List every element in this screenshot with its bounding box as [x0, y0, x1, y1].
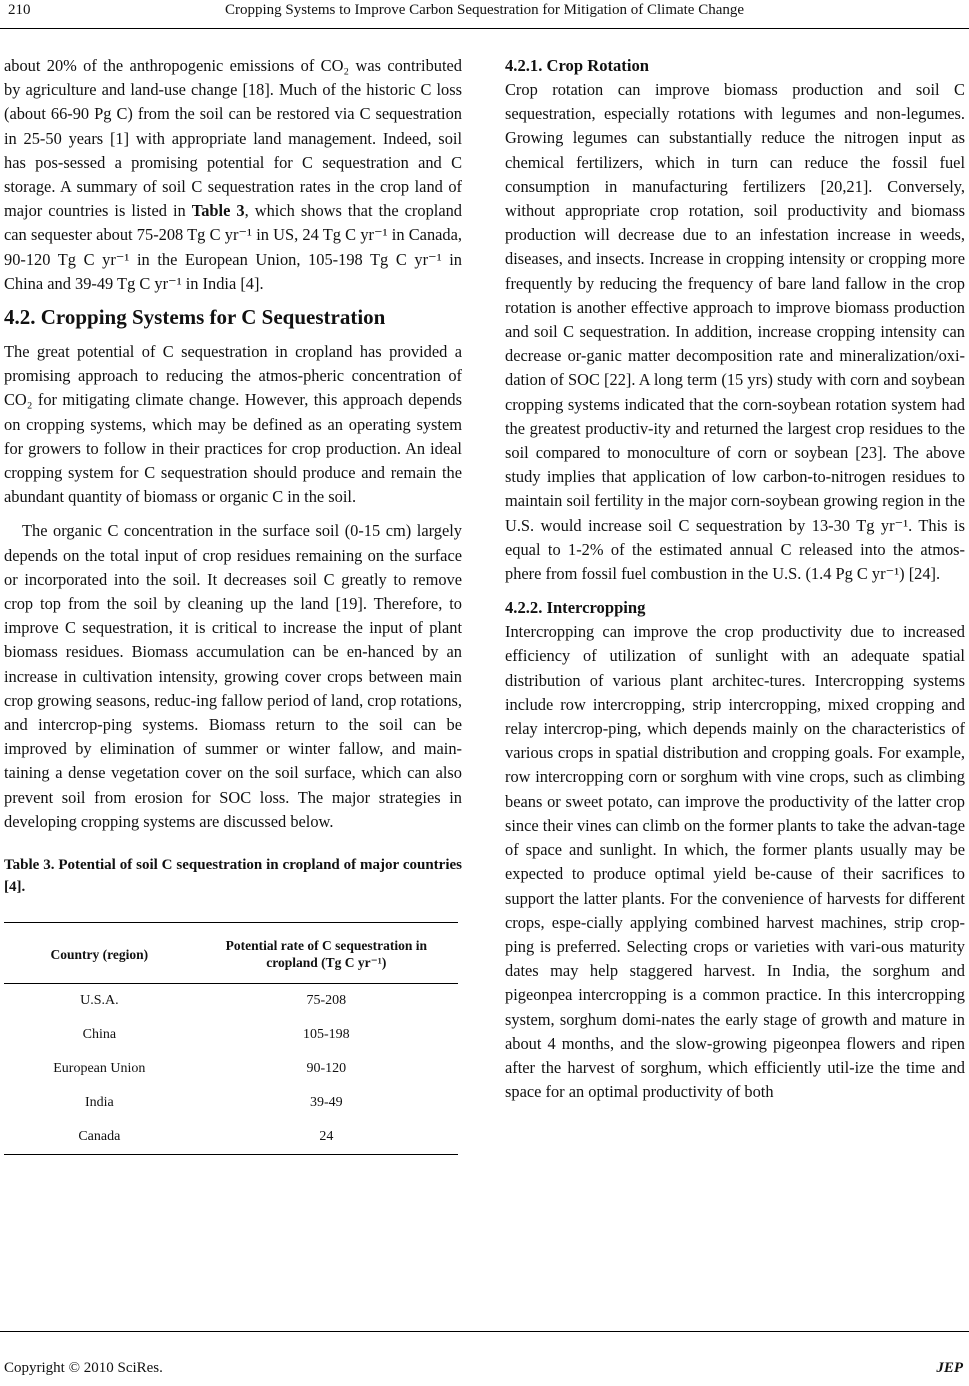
cell-country: India: [84, 1095, 114, 1111]
page-header: [0, 0, 969, 28]
table-row: [4, 1018, 458, 1052]
intro-text: about 20% of the anthropogenic emissions of CO₂ was contributed by agriculture and land-use change [18]. Much of the historic C loss (about 66-90 Pg C) from the soil can be restored via C sequestration in 25-50 years [1] with appropriate land management. Indeed, soil has pos-sessed a promising potential for C sequestration and C storage. A summary of soil C sequestration rates in the crop land of major countries is listed in: [4, 56, 462, 221]
sequestration-table: [4, 922, 458, 1155]
running-title: Cropping Systems to Improve Carbon Sequestration for Mitigation of Climate Change: [224, 2, 745, 18]
section-heading: 4.2. Cropping Systems for C Sequestration: [4, 305, 386, 330]
paragraph-intercropping: Intercropping can improve the crop productivity due to increased efficiency of utilization of sunlight with an adequate spatial distribution of various plant architec-tures. Intercropping systems include row intercropping, strip intercropping, mixed cropping and relay intercrop-ping, which depends mainly on the characteristics of various crops in spatial distribution and cropping goals. For example, row intercropping corn or sorghum with vine crops, such as climbing beans or sweet potato, can improve the productivity of the latter crop since their vines can climb on the former plants to take the advan-tage of space and sunlight. In which, the former plants usually may be expected to produce optimal yield be-cause of their sacrifices to support the latter plants. For the convenience of harvests for different crops, espe-cially applying combined harvest machines, strip crop-ping is preferred. Selecting crops or varieties with vari-ous maturity dates may help staggered harvest. In India, the sorghum and pigeonpea intercropping is a common practice. In this intercropping system, sorghum domi-nates the early stage of growth and mature in about 4 months, and the slow-growing pigeonpea flowers and ripen after the harvest of sorghum, which efficiently util-ize the time and space for an optimal productivity of both: [505, 622, 965, 1102]
subsection-heading-intercropping: 4.2.2. Intercropping: [505, 598, 646, 618]
paragraph-cropping-systems: The great potential of C sequestration in cropland has provided a promising approach to reducing the atmos-pheric concentration of CO₂ for mitigating climate change. However, this approach depends on cropping systems, which may be defined as an operating system for growers to follow in their practices for crop production. An ideal cropping system for C sequestration should produce and remain the abundant quantity of biomass or organic C in the soil.: [4, 342, 462, 507]
table-reference: Table 3: [191, 201, 245, 221]
paragraph-organic-c: The organic C concentration in the surface soil (0-15 cm) largely depends on the total input of crop residues remaining on the surface or incorporated into the soil. It decreases soil C greatly to remove crop top from the soil by cleaning up the land [19]. Therefore, to improve C sequestration, it is critical to increase the input of plant biomass residues. Biomass accumulation can be en-hanced by an increase in cultivation intensity, growing cover crops between main crop growing seasons, reduc-ing fallow period of land, crop rotations, and intercrop-ping systems. Biomass return to the soil can be improved by elimination of summer or winter fallow, and main-taining a dense vegetation cover on the soil surface, which can also prevent soil from erosion for SOC loss. The major strategies in developing cropping systems are discussed below.: [4, 521, 462, 831]
intro-text-end: , which shows that the cropland can sequester about 75-208 Tg C yr⁻¹ in US, 24 Tg C yr⁻¹ in Canada, 90-120 Tg C yr⁻¹ in the European Union, 105-198 Tg C yr⁻¹ in China and 39-49 Tg C yr⁻¹ in India [4].: [4, 201, 462, 293]
cell-rate: 105-198: [303, 1027, 350, 1043]
table-row: [4, 1086, 458, 1120]
cell-country: Canada: [4, 1120, 195, 1155]
cell-rate: 39-49: [310, 1095, 343, 1111]
left-column: [4, 54, 462, 1155]
table-caption: Table 3. Potential of soil C sequestration in cropland of major countries [4].: [4, 857, 462, 896]
footer-rule: [0, 1331, 969, 1332]
cell-rate: 90-120: [306, 1061, 347, 1077]
intro-paragraph: [4, 54, 462, 296]
right-column: [505, 54, 965, 1104]
paragraph-crop-rotation: Crop rotation can improve biomass production and soil C sequestration, especially rotations with legumes and non-legumes. Growing legumes can substantially reduce the nitrogen input as chemical fertilizers, which in turn can reduce the fossil fuel consumption in manufacturing fertilizers [20,21]. Conversely, without appropriate crop rotation, soil productivity and biomass production will decrease due to an infestation increase in weeds, diseases, and insects. Increase in cropping intensity or cropping more frequently by reducing the frequency of bare land fallow in the crop rotation is another effective approach to improve biomass production and soil C sequestration. In addition, increase cropping intensity can decrease or-ganic matter decomposition rate and mineralization/oxi-dation of SOC [22]. A long term (15 yrs) study with corn and soybean cropping systems indicated that the corn-soybean rotation system had the greatest productiv-ity and returned the largest crop residues to the soil compared to monoculture of corn or soybean [23]. The above study implies that application of low carbon-to-nitrogen residues to maintain soil fertility in the major corn-soybean growing region in the U.S. would increase soil C sequestration by 13-30 Tg yr⁻¹. This is equal to 1-2% of the estimated annual C released into the atmos-phere from fossil fuel combustion in the U.S. (1.4 Pg C yr⁻¹) [24].: [505, 80, 965, 584]
page-number: 210: [8, 2, 31, 18]
cell-country: China: [82, 1027, 117, 1043]
cell-country: U.S.A.: [80, 993, 119, 1009]
column-header-rate: Potential rate of C sequestration in cropland (Tg C yr⁻¹): [195, 923, 458, 984]
cell-rate: 75-208: [306, 993, 347, 1009]
table-row: [4, 1052, 458, 1086]
table-row: [4, 984, 458, 1019]
copyright-notice: Copyright © 2010 SciRes.: [4, 1360, 163, 1376]
cell-country: European Union: [53, 1061, 146, 1077]
table-header-row: [4, 923, 458, 984]
header-rule: [0, 28, 969, 29]
journal-abbreviation: JEP: [936, 1360, 963, 1376]
table-row: [4, 1120, 458, 1155]
subsection-heading-crop-rotation: 4.2.1. Crop Rotation: [505, 56, 649, 75]
column-header-country: Country (region): [4, 923, 195, 984]
cell-rate: 24: [195, 1120, 458, 1155]
